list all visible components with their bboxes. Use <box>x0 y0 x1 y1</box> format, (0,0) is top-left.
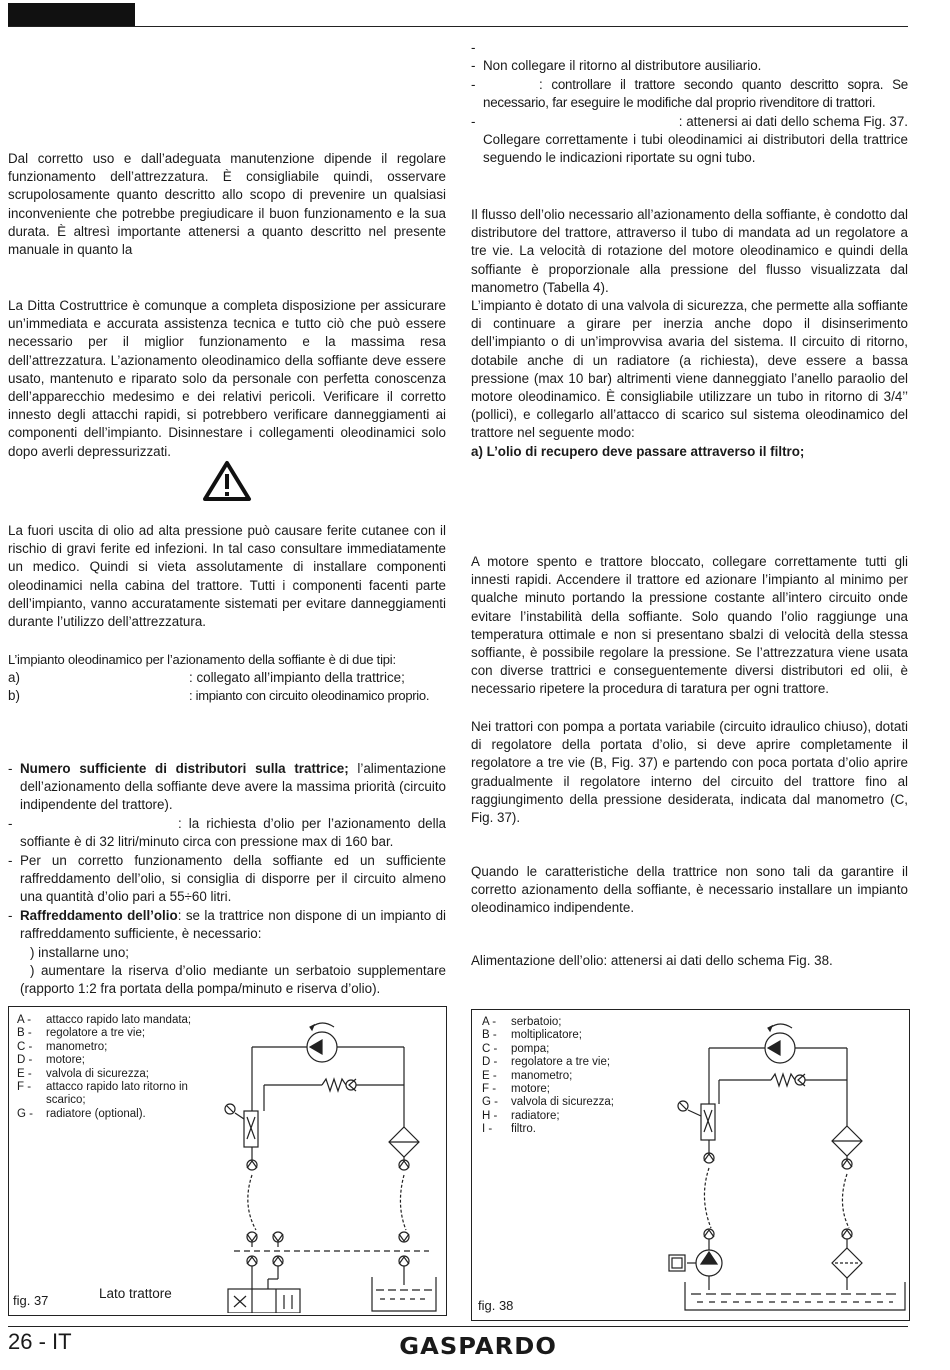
system-types-intro: L’impianto oleodinamico per l’azionamento della soffiante è di due tipi: <box>8 652 396 667</box>
bullet-dash: - <box>471 58 476 73</box>
bullet-follow-fig37 <box>471 113 908 168</box>
top-dash: - <box>471 40 476 55</box>
requirement-oil-cooling-title: Raffreddamento dell’olio <box>20 908 178 923</box>
hazard-paragraph: La fuori uscita di olio ad alta pressione può causare ferite cutanee con il rischio di gravi ferite ed infezioni. In tal caso consultare immediatamente un medico. Quindi si vieta assolutamente di installare componenti oleodinamici nella cabina del trattore. Tutti i componenti facenti parte dell’impianto, vanno accuratamente sistemati per evitare danneggiamenti durante l’utilizzo dell’attrezzatura. <box>8 523 446 630</box>
legend-item: C - pompa; <box>482 1042 550 1055</box>
fig37-box <box>8 1006 447 1316</box>
return-oil-filter-note: a) L’olio di recupero deve passare attraverso il filtro; <box>471 444 805 459</box>
intro-paragraph: Dal corretto uso e dall’adeguata manutenzione dipende il regolare funzionamento dell’attrezzatura. È consigliabile quindi, osservare scrupolosamente quanto descritto allo scopo di prevenire un qualsiasi inconveniente che potrebbe pregiudicare il buon funzionamento e la sua durata. È altresì importante attenersi a quanto descritto nel presente manuale in quanto la <box>8 151 446 258</box>
bullet-dash: - <box>471 77 476 92</box>
requirement-distributors-text: l’alimentazione dell’azionamento della soffiante deve avere la massima priorità (circuito indipendente del trattore). <box>20 761 446 813</box>
type-b-key: b) <box>8 688 20 703</box>
cooling-option-2: ) aumentare la riserva d’olio mediante un serbatoio supplementare (rapporto 1:2 fra portata della pompa/minuto e riserva d’olio). <box>20 963 446 997</box>
requirement-distributors <box>8 760 446 815</box>
legend-item: E - valvola di sicurezza; <box>17 1067 149 1080</box>
legend-item: G - valvola di sicurezza; <box>482 1096 614 1109</box>
legend-item: B - moltiplicatore; <box>482 1029 582 1042</box>
legend-item: F - motore; <box>482 1083 550 1096</box>
bullet-dash: - <box>471 114 476 129</box>
variable-pump-paragraph: Nei trattori con pompa a portata variabile (circuito idraulico chiuso), dotati di regolatore della portata d’olio, si deve aprire completamente il regolatore a tre vie (B, Fig. 37) e partendo con poca portata d’olio aprire gradualmente il regolatore interno del circuito del trattore fino al raggiungimento della pressione desiderata, indicata dal manometro (C, Fig. 37). <box>471 719 908 826</box>
fig37-tractor-side-label: Lato trattore <box>99 1286 172 1301</box>
requirement-oil-quantity <box>8 852 446 907</box>
system-type-a <box>8 669 446 687</box>
fig37-legend <box>17 1014 222 1121</box>
bullet-dash: - <box>8 853 13 868</box>
bullet-no-aux-return <box>471 57 908 75</box>
bullet-dash: - <box>8 816 13 831</box>
independent-system-paragraph: Quando le caratteristiche della trattrice non sono tali da garantire il corretto azionamento della soffiante, è necessario installare un impianto oleodinamico indipendente. <box>471 864 908 916</box>
legend-item: A - attacco rapido lato mandata; <box>17 1014 192 1026</box>
bullet-check-tractor-text: : controllare il trattore secondo quanto descritto sopra. Se necessario, far eseguire le modifiche dal proprio rivenditore di trattori. <box>483 77 908 111</box>
fig38-box <box>471 1009 910 1321</box>
requirement-distributors-title: Numero sufficiente di distributori sulla trattrice; <box>20 761 349 776</box>
requirement-oil-cooling <box>8 907 446 943</box>
type-a-key: a) <box>8 670 20 685</box>
fig38-caption: fig. 38 <box>478 1298 514 1313</box>
legend-item: B - regolatore a tre vie; <box>17 1027 146 1040</box>
calibration-paragraph: A motore spento e trattore bloccato, collegare correttamente tutti gli innesti rapidi. Accendere il trattore ed azionare l’impianto al minimo per qualche minuto portando la pressione costante all’intero circuito onde evitare l’instabilità della soffiante. Solo quando l’olio raggiunge una temperatura ottimale e non si presentano sbalzi di velocità della stessa soffiante, è possibile regolare la pressione. Se l’attrezzatura viene usata con diverse trattrici e conseguentemente diversi distributori ed olii, è necessario ripetere la procedura di taratura per ogni trattore. <box>471 554 908 697</box>
requirement-oil-flow-text: : la richiesta d’olio per l’azionamento della soffiante è di 32 litri/minuto circa con pressione max di 160 bar. <box>20 816 446 850</box>
legend-item: A - serbatoio; <box>482 1016 562 1028</box>
legend-item: G - radiatore (optional). <box>17 1107 146 1120</box>
brand-logo: GASPARDO <box>399 1334 557 1360</box>
legend-item: D - motore; <box>17 1054 85 1067</box>
footer-rule <box>8 1326 908 1327</box>
legend-item: I - filtro. <box>482 1123 536 1136</box>
type-b-text: : impianto con circuito oleodinamico proprio. <box>189 688 430 703</box>
header-rule <box>8 26 908 27</box>
safety-valve-paragraph: L’impianto è dotato di una valvola di sicurezza, che permette alla soffiante di continuare a girare per inerzia anche dopo il disinserimento dell’impianto o di un’improvvisa avaria del sistema. Il circuito di ritorno, dotabile anche di un radiatore (a richiesta), deve essere a bassa pressione (max 10 bar) altrimenti viene danneggiato l’anello paraolio del motore oleodinamico. È consigliabile utilizzare un tubo in ritorno di 3/4’’ (pollici), e collegarlo all’attacco di scarico sul sistema oleodinamico del trattore nel seguente modo: <box>471 298 908 441</box>
fig37-hydraulic-schematic <box>204 1015 444 1313</box>
page-number: 26 - IT <box>8 1329 72 1354</box>
legend-item: F - attacco rapido lato ritorno in scarico; <box>17 1081 188 1107</box>
fig38-hydraulic-schematic <box>667 1018 907 1316</box>
system-type-b <box>8 687 446 705</box>
manufacturer-paragraph: La Ditta Costruttrice è comunque a completa disposizione per assicurare un’immediata e accurata assistenza tecnica e tutto ciò che può essere necessario per il miglior funzionamento e la massima resa dell’attrezzatura. L’azionamento oleodinamico della soffiante deve essere usato, mantenuto e riparato solo da personale con perfetta conoscenza dell’apparecchio medesimo e dei relativi pericoli. Verificare il corretto innesto degli attacchi rapidi, si potrebbero verificare danneggiamenti ai componenti dell’impianto. Disinnestare i collegamenti oleodinamici solo dopo averli depressurizzati. <box>8 298 446 459</box>
oil-supply-paragraph: Alimentazione dell’olio: attenersi ai dati dello schema Fig. 38. <box>471 953 833 968</box>
legend-item: E - manometro; <box>482 1069 573 1082</box>
legend-item: H - radiatore; <box>482 1109 560 1122</box>
requirement-oil-cooling-text: : se la trattrice non dispone di un impianto di raffreddamento sufficiente, è necessario: <box>20 908 447 942</box>
fig37-caption: fig. 37 <box>13 1293 49 1308</box>
bullet-check-tractor <box>471 76 908 112</box>
bullet-no-aux-return-text: Non collegare il ritorno al distributore ausiliario. <box>483 58 762 73</box>
requirement-oil-quantity-text: Per un corretto funzionamento della soffiante ed un sufficiente raffreddamento dell’olio, si consiglia di disporre per il circuito almeno una quantità d’olio pari a 55÷60 litri. <box>20 853 446 905</box>
bullet-follow-fig37-text: : attenersi ai dati dello schema Fig. 37. <box>678 114 908 129</box>
bullet-dash: - <box>8 908 13 923</box>
header-tab <box>8 3 135 27</box>
legend-item: D - regolatore a tre vie; <box>482 1056 611 1069</box>
cooling-option-1: ) installarne uno; <box>30 945 129 960</box>
warning-triangle-icon <box>202 460 252 502</box>
requirement-oil-flow <box>8 815 446 851</box>
legend-item: C - manometro; <box>17 1040 108 1053</box>
bullet-connect-hoses-text: Collegare correttamente i tubi oleodinamici ai distributori della trattrice seguendo le indicazioni riportate su ogni tubo. <box>483 132 908 166</box>
type-a-text: : collegato all’impianto della trattrice; <box>189 670 405 685</box>
fig38-legend <box>482 1016 652 1137</box>
oil-flow-paragraph: Il flusso dell’olio necessario all’azionamento della soffiante, è condotto dal distributore del trattore, attraverso il tubo di mandata ad un regolatore a tre vie. La velocità di rotazione del motore oleodinamico e quindi della soffiante è proporzionale alla pressione del flusso visualizzata dal manometro (Tabella 4). <box>471 207 908 295</box>
bullet-dash: - <box>8 761 13 776</box>
